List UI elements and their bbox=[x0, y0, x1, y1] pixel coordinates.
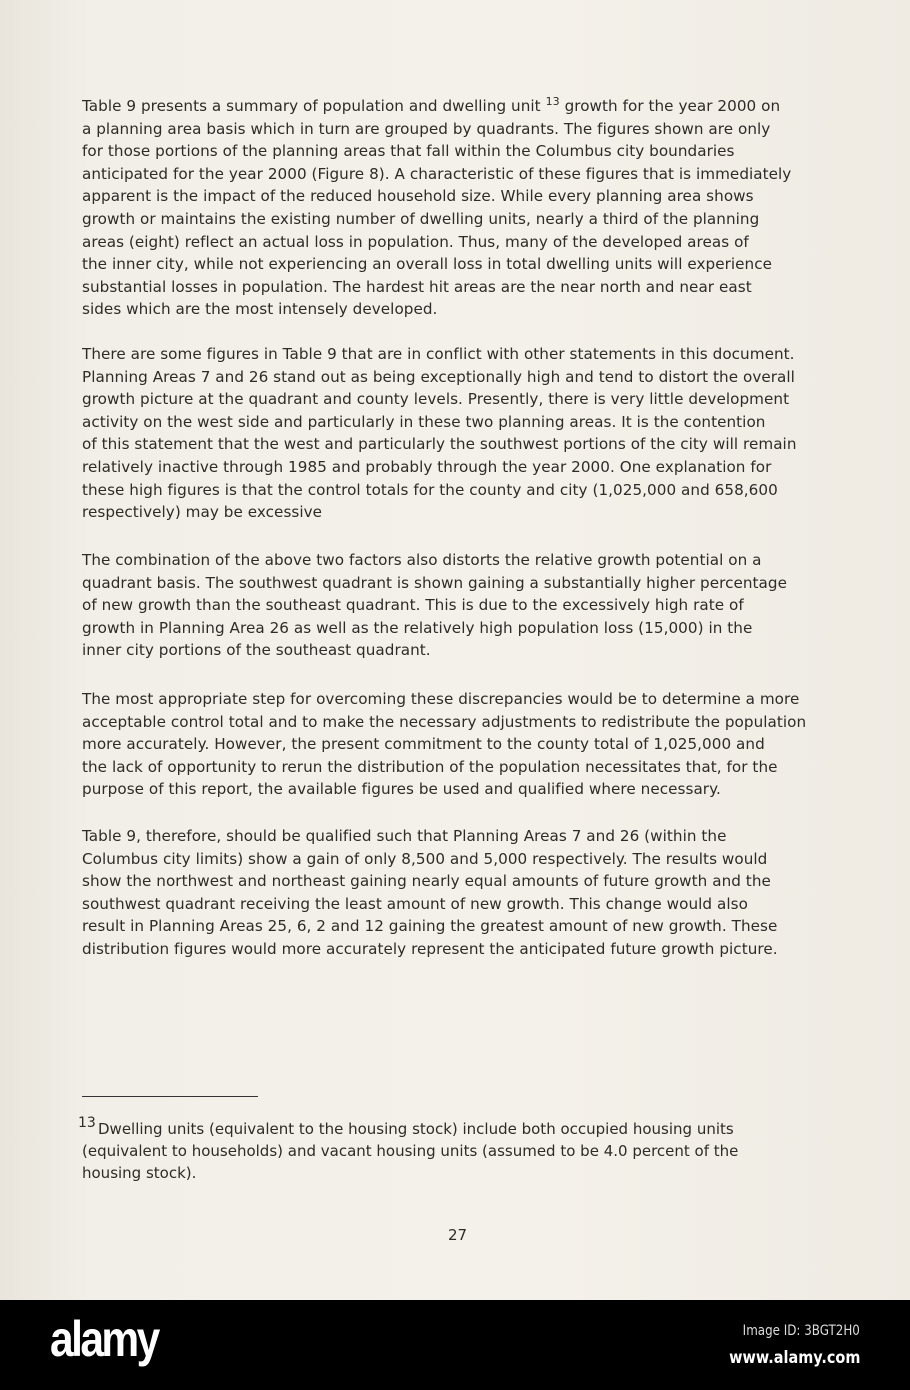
text-line: areas (eight) reflect an actual loss in population. Thus, many of the developed areas of bbox=[82, 232, 749, 251]
text-line: the lack of opportunity to rerun the distribution of the population necessitates that, for the bbox=[82, 757, 778, 776]
text-line: for those portions of the planning areas that fall within the Columbus city boundaries bbox=[82, 142, 735, 161]
text-line: the inner city, while not experiencing an overall loss in total dwelling units will experience bbox=[82, 255, 773, 274]
text-line: substantial losses in population. The hardest hit areas are the near north and near east bbox=[82, 277, 752, 296]
text-line: growth or maintains the existing number of dwelling units, nearly a third of the planning bbox=[82, 209, 760, 228]
text-line: quadrant basis. The southwest quadrant is shown gaining a substantially higher percentage bbox=[82, 573, 787, 592]
text-line: acceptable control total and to make the necessary adjustments to redistribute the population bbox=[82, 712, 807, 731]
text-line: of this statement that the west and particularly the southwest portions of the city will remain bbox=[82, 435, 797, 454]
footnote-line: Dwelling units (equivalent to the housing stock) include both occupied housing units bbox=[98, 1120, 734, 1138]
text-line: Planning Areas 7 and 26 stand out as being exceptionally high and tend to distort the overall bbox=[82, 367, 795, 386]
text-line: show the northwest and northeast gaining nearly equal amounts of future growth and the bbox=[82, 872, 771, 891]
text-line: of new growth than the southeast quadrant. This is due to the excessively high rate of bbox=[82, 596, 744, 615]
paragraph-3 bbox=[82, 549, 787, 662]
paragraph-5 bbox=[82, 825, 778, 961]
footnote-number: 13 bbox=[78, 1115, 96, 1131]
text-line: a planning area basis which in turn are grouped by quadrants. The figures shown are only bbox=[82, 119, 771, 138]
footnote-divider bbox=[82, 1096, 258, 1097]
text-line: Table 9, therefore, should be qualified such that Planning Areas 7 and 26 (within the bbox=[82, 827, 727, 845]
footnote-ref: 13 bbox=[545, 95, 560, 108]
text-line: apparent is the impact of the reduced household size. While every planning area shows bbox=[82, 187, 754, 206]
alamy-logo: alamy bbox=[50, 1311, 158, 1367]
footnote-line: housing stock). bbox=[82, 1164, 197, 1182]
footnote-line: (equivalent to households) and vacant housing units (assumed to be 4.0 percent of the bbox=[82, 1142, 739, 1160]
text-line: respectively) may be excessive bbox=[82, 503, 323, 522]
site-url: www.alamy.com bbox=[728, 1348, 860, 1368]
text-line: anticipated for the year 2000 (Figure 8). A characteristic of these figures that is immediately bbox=[82, 164, 792, 183]
text-line: these high figures is that the control totals for the county and city (1,025,000 and 658,600 bbox=[82, 480, 778, 499]
text-line: growth picture at the quadrant and county levels. Presently, there is very little development bbox=[82, 390, 790, 409]
paragraph-1 bbox=[82, 95, 791, 321]
text-line: purpose of this report, the available figures be used and qualified where necessary. bbox=[82, 780, 721, 799]
text-line: distribution figures would more accurately represent the anticipated future growth picture. bbox=[82, 939, 778, 958]
text-line: There are some figures in Table 9 that are in conflict with other statements in this document. bbox=[82, 345, 795, 363]
text-line: more accurately. However, the present commitment to the county total of 1,025,000 and bbox=[82, 735, 765, 754]
text-line: result in Planning Areas 25, 6, 2 and 12 gaining the greatest amount of new growth. These bbox=[82, 917, 778, 936]
paragraph-2 bbox=[82, 343, 797, 524]
text-line: growth in Planning Area 26 as well as the relatively high population loss (15,000) in the bbox=[82, 618, 753, 637]
text-line: sides which are the most intensely developed. bbox=[82, 300, 438, 319]
text-line: activity on the west side and particularly in these two planning areas. It is the contention bbox=[82, 412, 766, 431]
page-number: 27 bbox=[448, 1226, 468, 1244]
text-line: relatively inactive through 1985 and probably through the year 2000. One explanation for bbox=[82, 457, 772, 476]
paragraph-4 bbox=[82, 688, 806, 801]
text-line: Table 9 presents a summary of population and dwelling unit $^{13}$ growth for the year 2000 on bbox=[82, 95, 781, 115]
image-id: Image ID: 3BGT2H0 bbox=[742, 1323, 860, 1339]
text-line: The combination of the above two factors also distorts the relative growth potential on a bbox=[82, 551, 762, 569]
watermark-bar bbox=[0, 1300, 910, 1390]
text-line: Columbus city limits) show a gain of only 8,500 and 5,000 respectively. The results would bbox=[82, 849, 768, 868]
footnote bbox=[78, 1115, 739, 1184]
text-line: inner city portions of the southeast quadrant. bbox=[82, 641, 431, 660]
text-line: The most appropriate step for overcoming these discrepancies would be to determine a more bbox=[82, 690, 800, 708]
text-line: southwest quadrant receiving the least amount of new growth. This change would also bbox=[82, 894, 748, 913]
